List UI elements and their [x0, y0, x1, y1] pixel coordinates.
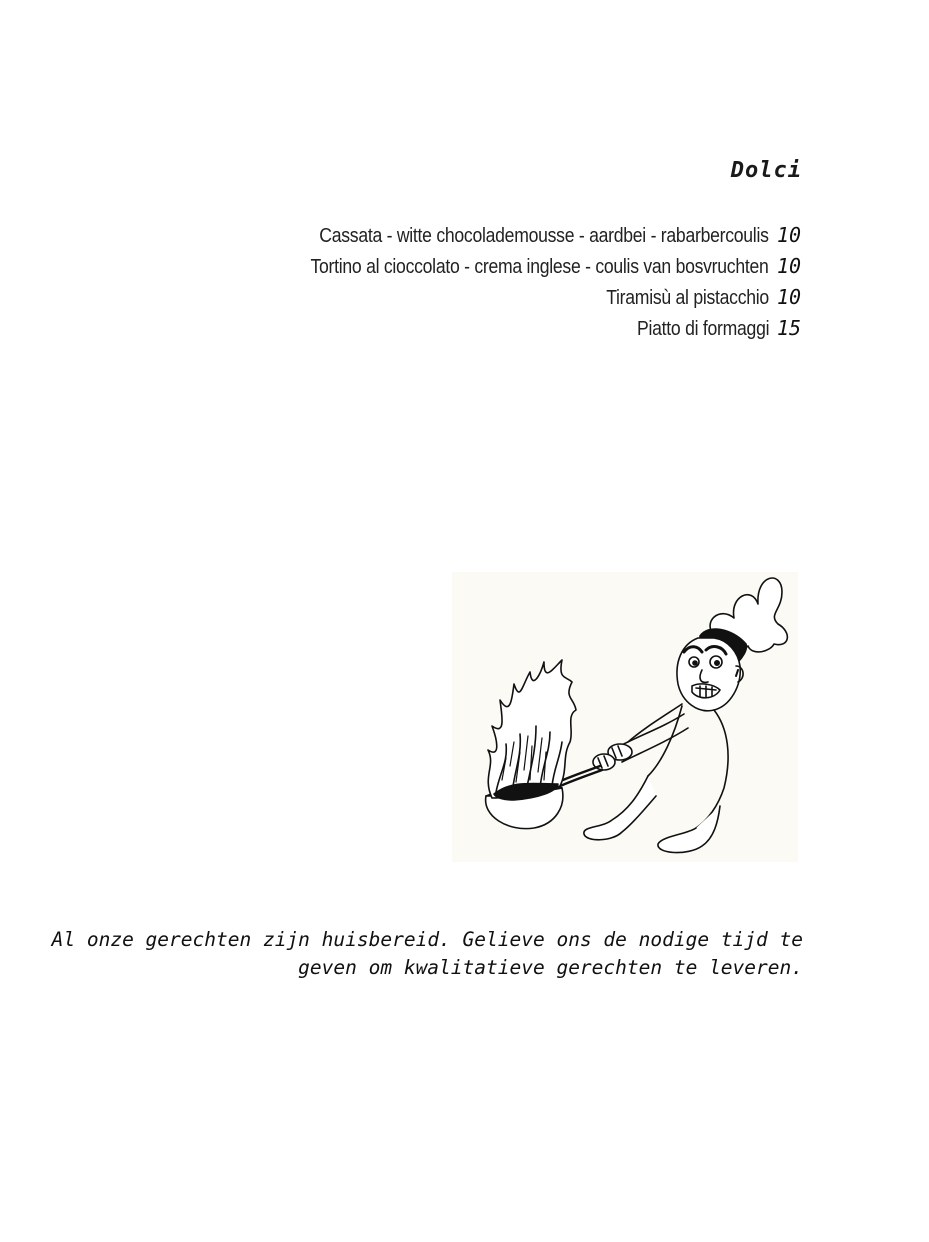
dish-price: 10 — [777, 223, 802, 247]
dish-name: Cassata - witte chocolademousse - aardbei - rabarbercoulis — [319, 225, 769, 247]
list-item — [103, 313, 803, 344]
dish-price: 10 — [777, 254, 802, 278]
dessert-list — [103, 220, 803, 344]
dish-name: Tiramisù al pistacchio — [606, 287, 769, 309]
dish-price: 10 — [777, 285, 802, 309]
footer-line-1: Al onze gerechten zijn huisbereid. Gelieve ons de nodige tijd te — [51, 928, 803, 951]
dish-name: Tortino al cioccolato - crema inglese - coulis van bosvruchten — [310, 256, 769, 278]
footer-line-2: geven om kwalitatieve gerechten te leveren. — [298, 956, 803, 979]
list-item — [103, 282, 803, 313]
list-item — [103, 251, 803, 282]
dish-price: 15 — [777, 316, 802, 340]
list-item — [103, 220, 803, 251]
section-title: Dolci — [730, 158, 802, 183]
dish-name: Piatto di formaggi — [636, 318, 769, 340]
chef-flaming-pan-icon — [452, 566, 802, 862]
footer-note — [43, 926, 803, 982]
chef-illustration — [452, 566, 802, 862]
